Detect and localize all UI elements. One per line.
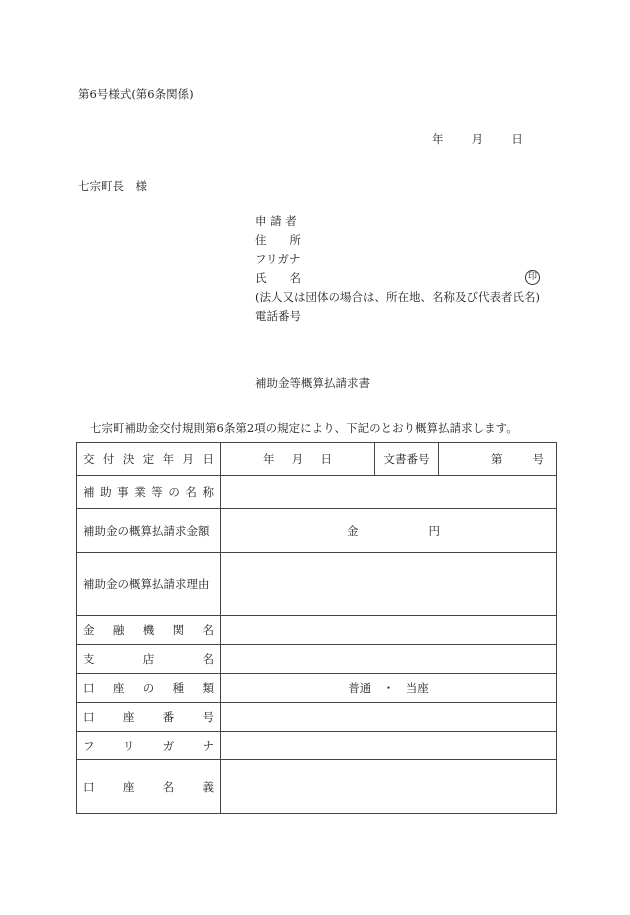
row-reason xyxy=(77,553,557,616)
label-char: 付 xyxy=(102,452,115,466)
label-char: 義 xyxy=(202,779,214,794)
label-char: 号 xyxy=(202,710,214,724)
label-char: 名 xyxy=(202,623,214,637)
row-bank xyxy=(77,616,557,645)
label-char: 店 xyxy=(142,652,155,666)
doc-number-value[interactable] xyxy=(439,443,557,476)
label-char: 補 xyxy=(83,485,95,499)
label-char: 事 xyxy=(117,485,129,499)
account-name-label xyxy=(77,760,221,814)
bank-label xyxy=(77,616,221,645)
date-day: 日 xyxy=(511,132,523,146)
account-type-label xyxy=(77,674,221,703)
label-char: 月 xyxy=(291,452,304,466)
corporation-note: (法人又は団体の場合は、所在地、名称及び代表者氏名) xyxy=(255,290,540,304)
applicant-block xyxy=(255,212,540,326)
label-char: 種 xyxy=(172,681,185,695)
account-number-value[interactable] xyxy=(221,703,557,732)
label-char: の xyxy=(168,485,180,499)
label-char: ナ xyxy=(202,738,214,753)
branch-value[interactable] xyxy=(221,645,557,674)
furigana-label: フリガナ xyxy=(255,252,301,266)
label-char: 口 xyxy=(83,779,95,794)
label-char: 定 xyxy=(142,452,155,466)
label-char: 決 xyxy=(122,452,135,466)
account-furigana-label xyxy=(77,732,221,760)
body-text: 七宗町補助金交付規則第6条第2項の規定により、下記のとおり概算払請求します。 xyxy=(90,421,518,435)
label-char: 座 xyxy=(122,710,135,724)
bank-value[interactable] xyxy=(221,616,557,645)
label-char: 日 xyxy=(320,452,332,466)
date-month: 月 xyxy=(471,132,484,146)
amount-value[interactable] xyxy=(221,509,557,553)
project-name-value[interactable] xyxy=(221,476,557,509)
date-line xyxy=(432,131,523,147)
decision-date-label xyxy=(77,443,221,476)
row-account-number xyxy=(77,703,557,732)
addressee: 七宗町長 様 xyxy=(78,179,147,193)
request-form-table xyxy=(76,442,557,814)
label-char: 名 xyxy=(202,652,214,666)
label-char: 口 xyxy=(83,710,95,724)
label-char: 類 xyxy=(202,681,214,695)
label-char: 交 xyxy=(83,452,95,466)
label-char: 月 xyxy=(182,452,195,466)
name-label: 氏 名 xyxy=(255,271,301,285)
doc-number-label: 文書番号 xyxy=(375,443,439,476)
row-branch xyxy=(77,645,557,674)
reason-value[interactable] xyxy=(221,553,557,616)
label-char: 円 xyxy=(428,523,440,538)
label-char: 機 xyxy=(142,623,155,637)
reason-label: 補助金の概算払請求理由 xyxy=(77,553,221,616)
label-char: の xyxy=(142,681,155,695)
phone-label: 電話番号 xyxy=(255,309,301,323)
label-char: ガ xyxy=(162,738,175,753)
date-year: 年 xyxy=(432,132,444,146)
project-name-label xyxy=(77,476,221,509)
label-char: 年 xyxy=(263,452,275,466)
label-char: 支 xyxy=(83,652,95,666)
account-number-label xyxy=(77,703,221,732)
decision-date-label-chars xyxy=(83,451,214,467)
label-char: 名 xyxy=(162,779,175,794)
row-project-name xyxy=(77,476,557,509)
row-furigana xyxy=(77,732,557,760)
label-char: 融 xyxy=(112,623,125,637)
label-char: 日 xyxy=(202,452,214,466)
row-amount xyxy=(77,509,557,553)
document-title: 補助金等概算払請求書 xyxy=(255,376,370,390)
row-account-name xyxy=(77,760,557,814)
row-decision-date xyxy=(77,443,557,476)
label-char: 業 xyxy=(134,485,146,499)
form-number: 第6号様式(第6条関係) xyxy=(78,87,194,101)
account-name-value[interactable] xyxy=(221,760,557,814)
label-char: 金 xyxy=(83,623,95,637)
label-char: 号 xyxy=(532,452,544,466)
label-char: 座 xyxy=(122,779,135,794)
label-char: 口 xyxy=(83,681,95,695)
decision-date-value[interactable] xyxy=(221,443,375,476)
account-type-value[interactable]: 普通 ・ 当座 xyxy=(221,674,557,703)
address-label: 住 所 xyxy=(255,233,301,247)
label-char: リ xyxy=(122,738,135,753)
label-char: フ xyxy=(83,738,95,753)
label-char: 助 xyxy=(100,485,112,499)
label-char: 金 xyxy=(347,523,359,538)
amount-label: 補助金の概算払請求金額 xyxy=(77,509,221,553)
label-char: 第 xyxy=(491,452,503,466)
label-char: 関 xyxy=(172,623,185,637)
label-char: 名 xyxy=(185,485,197,499)
label-char: 称 xyxy=(202,485,214,499)
label-char: 座 xyxy=(112,681,125,695)
applicant-label: 申 請 者 xyxy=(255,214,297,228)
label-char: 年 xyxy=(162,452,175,466)
row-account-type xyxy=(77,674,557,703)
label-char: 等 xyxy=(151,485,163,499)
account-furigana-value[interactable] xyxy=(221,732,557,760)
seal-mark: 印 xyxy=(525,270,540,285)
branch-label xyxy=(77,645,221,674)
label-char: 番 xyxy=(162,710,175,724)
